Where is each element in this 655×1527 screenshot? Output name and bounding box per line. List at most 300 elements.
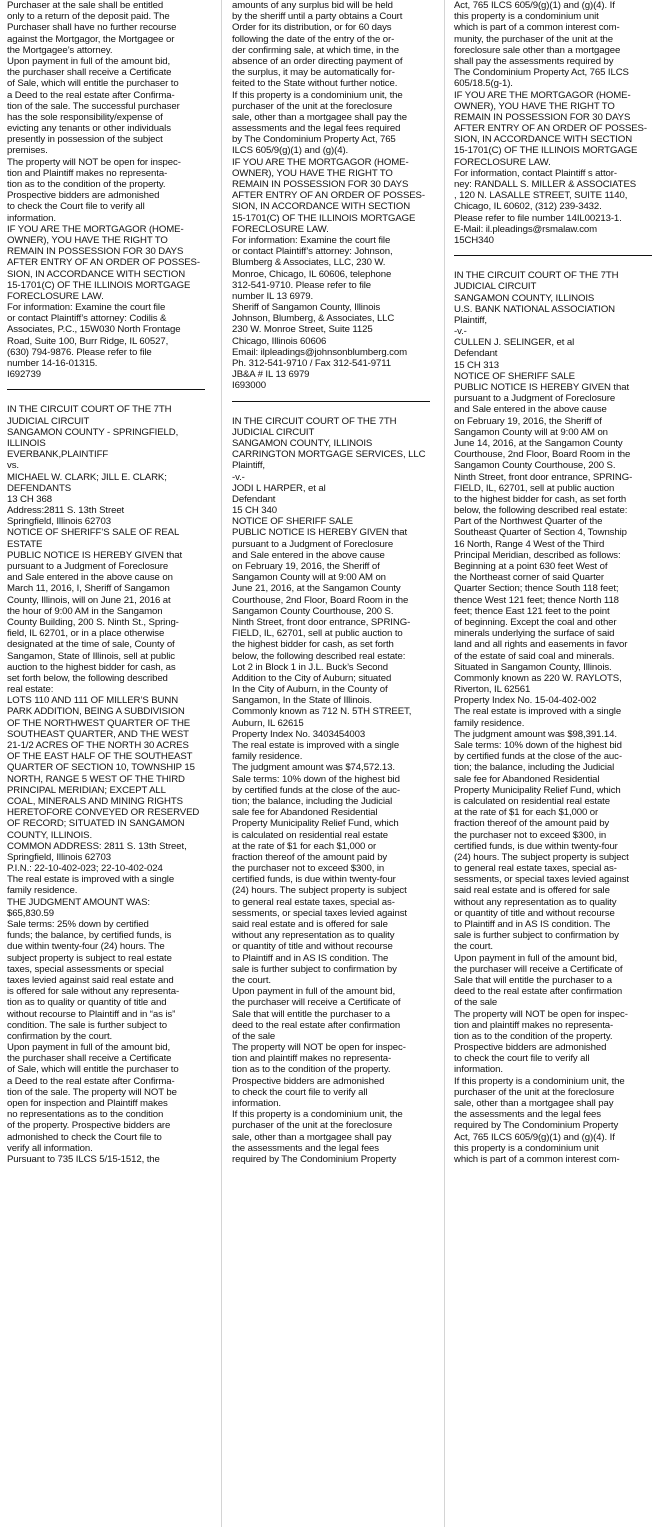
notice-line: Road, Suite 100, Burr Ridge, IL 60527, [7, 335, 169, 347]
legal-notice [454, 270, 652, 1165]
notice-line: (24) hours. The subject property is subject [454, 851, 629, 863]
notice-line: tion and plaintiff makes no representa- [454, 1019, 614, 1031]
notice-line: tion as to the condition of the property. [232, 1064, 391, 1076]
notice-line: Situated in Sangamon County, Illinois. [454, 661, 612, 673]
notice-line: assessments and the legal fees required [232, 123, 401, 135]
notice-line: For information, contact Plaintiff s attor- [454, 167, 617, 179]
notice-line: or contact Plaintiff’s attorney: Johnson, [232, 246, 393, 258]
notice-line: Upon payment in full of the amount bid, [7, 55, 171, 67]
notice-line: to check the Court file to verify all [7, 201, 145, 213]
notice-line: funds; the balance, by certified funds, is [7, 930, 172, 942]
notice-line: Property Index No. 3403454003 [232, 728, 366, 740]
notice-line: REMAIN IN POSSESSION FOR 30 DAYS [454, 111, 631, 123]
notice-line: to Plaintiff and in AS IS condition. The [232, 952, 389, 964]
notice-line: the highest bidder for cash, as set forth [232, 639, 394, 651]
notice-line: June 21, 2016, at the Sangamon County [232, 583, 401, 595]
notice-line: evicting any tenants or other individuals [7, 123, 171, 135]
notice-line: purchaser of the unit at the foreclosure [232, 100, 393, 112]
notice-line: deed to the real estate after confirmation [454, 986, 623, 998]
column-3 [454, 0, 652, 1527]
notice-line: Johnson, Blumberg, & Associates, LLC [232, 313, 395, 325]
notice-line: 605/18.5(g-1). [454, 78, 513, 90]
notice-line: $65,830.59 [7, 907, 55, 919]
notice-line: NORTH, RANGE 5 WEST OF THE THIRD [7, 773, 185, 785]
notice-line: OF RECORD; SITUATED IN SANGAMON [7, 818, 185, 830]
notice-line: fraction thereof of the amount paid by [454, 818, 610, 830]
notice-line: the purchaser will receive a Certificate of [232, 997, 401, 1009]
notice-line: pursuant to a Judgment of Foreclosure [454, 393, 616, 405]
notice-line: Purchaser at the sale shall be entitled [7, 0, 164, 11]
notice-line: or quantity of title and without recourse [232, 941, 393, 953]
notice-line: tion as to the condition of the property. [454, 1030, 613, 1042]
notice-line: Address:2811 S. 13th Street [7, 505, 125, 517]
notice-line: to general real estate taxes, special as- [454, 863, 617, 875]
notice-line: admonished to check the Court file to [7, 1131, 162, 1143]
notice-line: thence West 121 feet; thence North 118 [454, 594, 619, 606]
notice-line: For information: Examine the court file [7, 302, 166, 314]
notice-line: real estate: [7, 684, 54, 696]
legal-notice [7, 0, 205, 380]
notice-line: SANGAMON COUNTY, ILLINOIS [454, 292, 595, 304]
notice-line: without any representation as to quality [454, 896, 617, 908]
notice-line: JUDICIAL CIRCUIT [232, 426, 315, 438]
notice-line: 15-1701(C) OF THE ILLINOIS MORTGAGE [232, 212, 416, 224]
notice-line: Sangamon County Courthouse, 200 S. [454, 460, 616, 472]
notice-line: on February 19, 2016, the Sheriff of [454, 415, 602, 427]
notice-line: OWNER), YOU HAVE THE RIGHT TO [454, 100, 615, 112]
notice-line: Sale that will entitle the purchaser to a [454, 974, 613, 986]
notice-line: below, the following described real estate: [232, 650, 406, 662]
notice-line: against the Mortgagor, the Mortgagee or [7, 33, 175, 45]
notice-line: AFTER ENTRY OF AN ORDER OF POSSES- [232, 190, 425, 202]
notice-line: of the estate of said coal and minerals. [454, 650, 615, 662]
notice-line: June 14, 2016, at the Sangamon County [454, 437, 623, 449]
notice-line: is calculated on residential real estate [454, 795, 610, 807]
notice-line: IF YOU ARE THE MORTGAGOR (HOME- [454, 89, 631, 101]
notice-line: Quarter Section; thence South 118 feet; [454, 583, 619, 595]
notice-line: Upon payment in full of the amount bid, [232, 986, 396, 998]
notice-line: SOUTHEAST QUARTER, AND THE WEST [7, 728, 189, 740]
notice-line: DEFENDANTS [7, 482, 72, 494]
notice-line: Commonly known as 220 W. RAYLOTS, [454, 672, 622, 684]
notice-line: 15 CH 313 [454, 359, 499, 371]
notice-line: Email: ilpleadings@johnsonblumberg.com [232, 346, 407, 358]
notice-line: pursuant to a Judgment of Foreclosure [7, 561, 169, 572]
notice-line: amounts of any surplus bid will be held [232, 0, 393, 11]
notice-line: PUBLIC NOTICE IS HEREBY GIVEN that [232, 527, 408, 539]
notice-line: Auburn, IL 62615 [232, 717, 304, 729]
notice-line: JUDICIAL CIRCUIT [7, 415, 90, 427]
notice-line: , 120 N. LASALLE STREET, SUITE 1140, [454, 190, 628, 202]
notice-line: Ninth Street, front door entrance, SPRING- [454, 471, 633, 483]
notice-line: the court. [454, 941, 493, 953]
notice-line: IF YOU ARE THE MORTGAGOR (HOME- [232, 156, 409, 168]
notice-line: The real estate is improved with a single [454, 706, 622, 718]
notice-line: Sangamon County will at 9:00 AM on [454, 426, 608, 438]
notice-line: Pursuant to 735 ILCS 5/15-1512, the [7, 1153, 160, 1165]
notice-line: Addition to the City of Auburn; situated [232, 672, 392, 684]
notice-line: fraction thereof of the amount paid by [232, 851, 388, 863]
notice-line: tion of the sale. The successful purchaser [7, 100, 180, 112]
notice-line: The property will NOT be open for inspec- [7, 156, 181, 168]
notice-line: by the sheriff until a party obtains a Court [232, 11, 403, 23]
notice-line: SION, IN ACCORDANCE WITH SECTION [7, 268, 186, 280]
notice-line: The judgment amount was $98,391.14. [454, 728, 617, 740]
notice-line: Upon payment in full of the amount bid, [454, 952, 618, 964]
notice-line: the Mortgagee’s attorney. [7, 44, 113, 56]
notice-line: Purchaser shall have no further recourse [7, 22, 177, 34]
notice-line: 13 CH 368 [7, 493, 52, 505]
notice-line: Sale terms: 10% down of the highest bid [232, 773, 400, 785]
notice-line: OWNER), YOU HAVE THE RIGHT TO [7, 234, 168, 246]
notice-line: or quantity of title and without recourse [454, 907, 615, 919]
notice-line: OF THE EAST HALF OF THE SOUTHEAST [7, 751, 193, 763]
notice-line: the court. [232, 974, 271, 986]
notice-line: PUBLIC NOTICE IS HEREBY GIVEN that [454, 382, 630, 393]
notice-line: SION, IN ACCORDANCE WITH SECTION [232, 201, 411, 213]
notice-line: Property Index No. 15-04-402-002 [454, 695, 597, 707]
legal-notice [7, 404, 205, 1165]
notice-line: and Sale entered in the above cause [454, 404, 607, 416]
notice-line: Sale terms: 10% down of the highest bid [454, 740, 622, 751]
notice-line: tion; the balance, including the Judicial [454, 762, 615, 774]
notice-line: purchaser of the unit at the foreclosure [232, 1120, 393, 1132]
notice-line: the purchaser shall receive a Certificate [7, 1053, 172, 1065]
notice-line: tion as to the condition of the property. [7, 179, 166, 190]
notice-line: Sheriff of Sangamon County, Illinois [232, 302, 381, 314]
notice-line: pursuant to a Judgment of Foreclosure [232, 538, 394, 550]
notice-line: The property will NOT be open for inspec- [454, 1008, 628, 1020]
notice-line: IN THE CIRCUIT COURT OF THE 7TH [7, 404, 172, 416]
notice-line: purchaser of the unit at the foreclosure [454, 1086, 615, 1098]
notice-line: Riverton, IL 62561 [454, 684, 531, 696]
notice-line: to check the court file to verify all [232, 1086, 368, 1098]
notice-line: a Deed to the real estate after Confirma- [7, 1075, 175, 1087]
notice-line: Springfield, Illinois 62703 [7, 851, 111, 863]
notice-line: required by The Condominium Property [454, 1120, 619, 1132]
notice-line: sale, other than a mortgagee shall pay [232, 1131, 392, 1143]
notice-line: MICHAEL W. CLARK; JILL E. CLARK; [7, 471, 167, 483]
notice-line: is offered for sale without any representa- [7, 986, 180, 998]
notice-line: absence of an order directing payment of [232, 55, 403, 67]
notice-line: feited to the State without further notice. [232, 78, 398, 90]
notice-line: confirmation by the court. [7, 1030, 113, 1042]
notice-line: 15-1701(C) OF THE ILLINOIS MORTGAGE [454, 145, 638, 157]
notice-line: Sale that will entitle the purchaser to a [232, 1008, 391, 1020]
notice-line: 15CH340 [454, 234, 494, 246]
notice-line: of the sale [454, 997, 498, 1009]
notice-line: presently in possession of the subject [7, 134, 163, 146]
notice-line: the purchaser shall receive a Certificate [7, 67, 172, 79]
notice-line: IN THE CIRCUIT COURT OF THE 7TH [232, 415, 397, 427]
notice-line: due within twenty-four (24) hours. The [7, 941, 165, 953]
notice-line: Part of the Northwest Quarter of the [454, 516, 603, 528]
notice-line: set forth below, the following described [7, 672, 168, 684]
notice-line: County Building, 200 S. Ninth St., Spring- [7, 616, 179, 628]
notice-line: NOTICE OF SHERIFF’S SALE OF REAL [7, 527, 180, 539]
notice-line: SION, IN ACCORDANCE WITH SECTION [454, 134, 633, 146]
notice-line: SANGAMON COUNTY - SPRINGFIELD, [7, 426, 179, 438]
notice-line: certified funds, is due within twenty-four [454, 840, 618, 852]
notice-line: If this property is a condominium unit, the [454, 1075, 625, 1087]
notice-line: sessments, or special taxes levied against [232, 907, 407, 919]
notice-line: JUDICIAL CIRCUIT [454, 281, 537, 293]
notice-line: FORECLOSURE LAW. [454, 156, 551, 168]
notice-line: ILLINOIS [7, 437, 46, 449]
notice-line: minerals underlying the surface of said [454, 628, 615, 640]
column-2 [232, 0, 430, 1527]
notice-line: designated at the time of sale, County of [7, 639, 175, 651]
notice-line: REMAIN IN POSSESSION FOR 30 DAYS [7, 246, 184, 258]
notice-line: said real estate and is offered for sale [232, 919, 388, 930]
notice-line: Please refer to file number 14IL00213-1. [454, 212, 622, 224]
notice-line: certified funds, is due within twenty-four [232, 874, 396, 886]
notice-divider [7, 389, 205, 390]
notice-line: EVERBANK,PLAINTIFF [7, 449, 109, 461]
notice-line: FIELD, IL, 62701, sell at public auction to [232, 628, 403, 640]
notice-line: COUNTY, ILLINOIS. [7, 829, 93, 841]
notice-line: 21-1/2 ACRES OF THE NORTH 30 ACRES [7, 740, 189, 751]
notice-line: auction to the highest bidder for cash, as [7, 661, 176, 673]
notice-line: of Sale, which will entitle the purchaser to [7, 78, 179, 90]
legal-notice [232, 0, 430, 392]
notice-line: the purchaser will receive a Certificate of [454, 963, 623, 975]
notice-line: Southeast Quarter of Section 4, Township [454, 527, 627, 539]
notice-line: LOTS 110 AND 111 OF MILLER’S BUNN [7, 695, 179, 707]
notice-line: Chicago, Illinois 60606 [232, 335, 327, 347]
notice-line: land and all rights and easements in favor [454, 639, 628, 651]
notice-line: COAL, MINERALS AND MINING RIGHTS [7, 795, 183, 807]
notice-line: is calculated on residential real estate [232, 829, 388, 841]
notice-line: by The Condominium Property Act, 765 [232, 134, 396, 146]
notice-line: of Sale, which will entitle the purchaser to [7, 1064, 179, 1076]
notice-line: sessments, or special taxes levied against [454, 874, 629, 886]
notice-line: E-Mail: il.pleadings@rsmalaw.com [454, 223, 598, 235]
notice-line: Sangamon, In the State of Illinois. [232, 695, 372, 707]
notice-line: Principal Meridian, described as follows: [454, 549, 621, 561]
notice-line: information. [7, 212, 56, 224]
notice-line: number IL 13 6979. [232, 290, 314, 302]
notice-line: FIELD, IL, 62701, sell at public auction [454, 482, 615, 494]
notice-line: -v.- [232, 471, 245, 483]
notice-line: condition. The sale is further subject to [7, 1019, 167, 1031]
notice-line: Sangamon County Courthouse, 200 S. [232, 605, 394, 617]
notice-line: CULLEN J. SELINGER, et al [454, 337, 575, 349]
notice-line: sale, other than a mortgagee shall pay [454, 1098, 614, 1109]
notice-line: In the City of Auburn, in the County of [232, 684, 388, 696]
notice-line: this property is a condominium unit [454, 1142, 599, 1154]
notice-line: ESTATE [7, 538, 43, 550]
notice-line: Plaintiff, [232, 460, 265, 472]
notice-line: the purchaser not to exceed $300, in [454, 829, 607, 841]
notice-line: If this property is a condominium unit, the [232, 1109, 403, 1121]
notice-line: AFTER ENTRY OF AN ORDER OF POSSES- [7, 257, 200, 269]
notice-line: Springfield, Illinois 62703 [7, 516, 111, 528]
notice-line: family residence. [454, 717, 525, 729]
notice-line: to check the court file to verify all [454, 1053, 590, 1065]
notice-line: 230 W. Monroe Street, Suite 1125 [232, 324, 373, 336]
notice-line: tion and Plaintiff makes no representa- [7, 167, 168, 179]
notice-line: sale fee for Abandoned Residential [232, 807, 378, 819]
notice-line: taxes levied against said real estate and [7, 974, 174, 986]
notice-line: this property is a condominium unit [454, 11, 599, 23]
notice-line: PUBLIC NOTICE IS HEREBY GIVEN that [7, 549, 183, 561]
notice-line: Courthouse, 2nd Floor, Board Room in the [232, 594, 409, 606]
notice-line: the hour of 9:00 AM in the Sangamon [7, 605, 163, 617]
notice-line: Monroe, Chicago, IL 60606, telephone [232, 268, 392, 280]
notice-line: which is part of a common interest com- [454, 22, 620, 34]
notice-line: Property Municipality Relief Fund, which [232, 818, 399, 830]
notice-line: tion of the sale. The property will NOT be [7, 1086, 177, 1098]
notice-line: Sangamon, State of Illinois, sell at public [7, 650, 175, 662]
notice-line: taxes, special assessments or special [7, 963, 164, 975]
notice-line: Order for its distribution, or for 60 days [232, 22, 392, 34]
notice-line: or contact Plaintiff’s attorney: Codilis & [7, 313, 167, 325]
notice-line: Prospective bidders are admonished [454, 1042, 607, 1054]
notice-line: IF YOU ARE THE MORTGAGOR (HOME- [7, 223, 184, 235]
notice-line: March 11, 2016, I, Sheriff of Sangamon [7, 583, 170, 595]
notice-line: COMMON ADDRESS: 2811 S. 13th Street, [7, 840, 187, 852]
notice-line: of beginning. Except the coal and other [454, 616, 617, 628]
notice-line: open for inspection and Plaintiff makes [7, 1098, 168, 1109]
notice-line: County, Illinois, will on June 21, 2016 at [7, 594, 171, 606]
notice-line: vs. [7, 460, 19, 472]
notice-line: The judgment amount was $74,572.13. [232, 762, 395, 774]
notice-line: on February 19, 2016, the Sheriff of [232, 561, 380, 572]
notice-line: verify all information. [7, 1142, 93, 1154]
notice-line: the Northeast corner of said Quarter [454, 572, 604, 584]
notice-line: subject property is subject to real estate [7, 952, 172, 964]
notice-line: munity, the purchaser of the unit at the [454, 33, 614, 45]
notice-line: THE JUDGMENT AMOUNT WAS: [7, 896, 150, 908]
notice-line: the surplus, it may be automatically for- [232, 67, 395, 79]
notice-line: information. [454, 1064, 503, 1076]
notice-line: PRINCIPAL MERIDIAN; EXCEPT ALL [7, 784, 166, 796]
notice-line: AFTER ENTRY OF AN ORDER OF POSSES- [454, 123, 647, 135]
notice-line: below, the following described real estate: [454, 505, 628, 517]
notice-line: a Deed to the real estate after Confirma- [7, 89, 175, 101]
notice-line: Sangamon County will at 9:00 AM on [232, 572, 386, 584]
notice-divider [232, 401, 430, 402]
notice-line: SANGAMON COUNTY, ILLINOIS [232, 437, 373, 449]
notice-line: FORECLOSURE LAW. [7, 290, 104, 302]
column-separator [444, 0, 445, 1527]
notice-line: ney: RANDALL S. MILLER & ASSOCIATES [454, 179, 637, 190]
notice-line: Sale terms: 25% down by certified [7, 919, 149, 930]
notice-line: required by The Condominium Property [232, 1153, 397, 1165]
notice-line: has the sole responsibility/expense of [7, 111, 163, 123]
notice-line: and Sale entered in the above cause on [7, 572, 173, 584]
notice-line: tion; the balance, including the Judicial [232, 795, 393, 807]
notice-line: Act, 765 ILCS 605/9(g)(1) and (g)(4). If [454, 0, 615, 11]
notice-line: sale fee for Abandoned Residential [454, 773, 600, 785]
notice-line: to general real estate taxes, special as- [232, 896, 395, 908]
notice-line: of the property. Prospective bidders are [7, 1120, 171, 1132]
notice-line: Property Municipality Relief Fund, which [454, 784, 621, 796]
notice-line: -v.- [454, 326, 467, 338]
notice-divider [454, 255, 652, 256]
notice-line: no representations as to the condition [7, 1109, 164, 1121]
notice-line: Defendant [232, 493, 276, 505]
notice-line: The real estate is improved with a single [232, 740, 400, 751]
notice-line: Prospective bidders are admonished [232, 1075, 385, 1087]
notice-line: QUARTER OF SECTION 10, TOWNSHIP 15 [7, 762, 195, 774]
notice-line: only to a return of the deposit paid. The [7, 11, 170, 23]
notice-line: Chicago, IL 60602, (312) 239-3432. [454, 201, 602, 213]
notice-line: family residence. [7, 885, 78, 897]
notice-line: shall pay the assessments required by [454, 55, 614, 67]
notice-line: I692739 [7, 369, 41, 381]
notice-line: tion and plaintiff makes no representa- [232, 1053, 392, 1065]
notice-line: REMAIN IN POSSESSION FOR 30 DAYS [232, 179, 409, 190]
notice-line: by certified funds at the close of the auc- [232, 784, 400, 796]
notice-line: Plaintiff, [454, 314, 487, 326]
notice-line: Ninth Street, front door entrance, SPRING- [232, 616, 411, 628]
notice-line: NOTICE OF SHERIFF SALE [454, 370, 575, 382]
notice-line: of the sale [232, 1030, 276, 1042]
notice-line: NOTICE OF SHERIFF SALE [232, 516, 353, 528]
notice-line: to the highest bidder for cash, as set forth [454, 493, 627, 505]
notice-line: ILCS 605/9(g)(1) and (g)(4). [232, 145, 349, 157]
notice-line: PARK ADDITION, BEING A SUBDIVISION [7, 706, 185, 718]
notice-line: family residence. [232, 751, 303, 763]
notice-line: deed to the real estate after confirmation [232, 1019, 401, 1031]
notice-line: 15-1701(C) OF THE ILLINOIS MORTGAGE [7, 279, 191, 291]
notice-line: foreclosure sale other than a mortgagee [454, 44, 621, 56]
notice-line: der confirming sale, at which time, in the [232, 44, 399, 56]
notice-line: If this property is a condominium unit, the [232, 89, 403, 101]
notice-line: Courthouse, 2nd Floor, Board Room in the [454, 449, 631, 461]
notice-line: FORECLOSURE LAW. [232, 223, 329, 235]
notice-line: The real estate is improved with a single [7, 874, 175, 886]
notice-line: feet; thence East 121 feet to the point [454, 605, 610, 617]
notice-line: OF THE NORTHWEST QUARTER OF THE [7, 717, 191, 729]
notice-line: Associates, P.C., 15W030 North Frontage [7, 324, 181, 336]
notice-line: Blumberg & Associates, LLC, 230 W. [232, 257, 386, 269]
notice-line: Prospective bidders are admonished [7, 190, 160, 202]
notice-line: without recourse to Plaintiff and in “as is” [7, 1008, 176, 1020]
notice-line: the purchaser not to exceed $300, in [232, 863, 385, 875]
notice-line: the assessments and the legal fees [232, 1142, 379, 1154]
notice-line: JODI L HARPER, et al [232, 482, 326, 494]
notice-line: field, IL 62701, or in a place otherwise [7, 628, 165, 640]
notice-line: Lot 2 in Block 1 in J.L. Buck’s Second [232, 661, 389, 673]
notice-line: Upon payment in full of the amount bid, [7, 1042, 171, 1054]
notice-line: by certified funds at the close of the auc- [454, 751, 622, 763]
notice-line: sale is further subject to confirmation by [232, 963, 397, 975]
notice-line: at the rate of $1 for each $1,000 or [232, 840, 377, 852]
notice-line: (630) 794-9876. Please refer to file [7, 346, 152, 358]
notice-line: The property will NOT be open for inspec- [232, 1042, 406, 1054]
notice-line: CARRINGTON MORTGAGE SERVICES, LLC [232, 449, 426, 461]
notice-line: following the date of the entry of the or- [232, 33, 395, 45]
notice-line: Ph. 312-541-9710 / Fax 312-541-9711 [232, 358, 391, 369]
legal-notice [454, 0, 652, 246]
column-1 [7, 0, 205, 1527]
notice-line: sale, other than a mortgagee shall pay the [232, 111, 407, 123]
notice-line: HERETOFORE CONVEYED OR RESERVED [7, 807, 200, 819]
notice-line: For information: Examine the court file [232, 234, 391, 246]
notice-line: said real estate and is offered for sale [454, 885, 610, 897]
notice-line: at the rate of $1 for each $1,000 or [454, 807, 599, 819]
notice-line: 312-541-9710. Please refer to file [232, 279, 371, 291]
notice-line: to Plaintiff and in AS IS condition. The [454, 919, 611, 930]
notice-line: OWNER), YOU HAVE THE RIGHT TO [232, 167, 393, 179]
column-separator [221, 0, 222, 1527]
notice-line: 16 North, Range 4 West of the Third [454, 538, 605, 550]
notice-line: information. [232, 1098, 281, 1109]
notice-line: which is part of a common interest com- [454, 1153, 620, 1165]
